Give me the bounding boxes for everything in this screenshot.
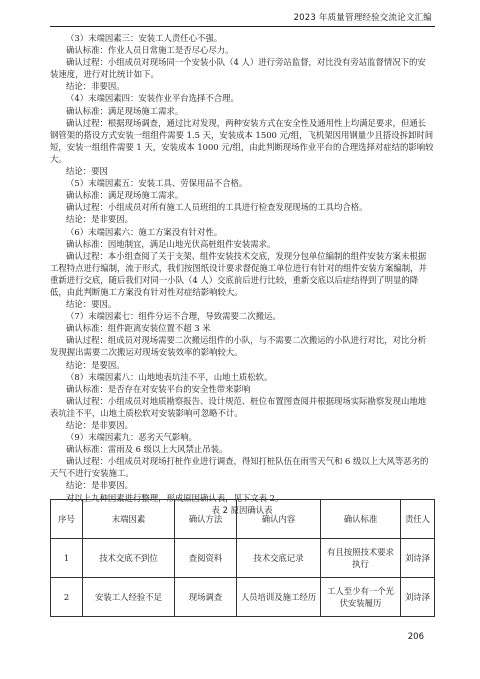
paragraph: 结论：是非要因。 [66, 420, 133, 430]
header-divider [50, 26, 435, 27]
paragraph: （3）末端因素三：安装工人责任心不强。 [66, 33, 223, 43]
paragraph: （9）末端因素九：恶劣天气影响。 [66, 432, 197, 443]
paragraph: （6）末端因素六：施工方案没有针对性。 [66, 226, 223, 237]
paragraph: 确认过程：小组成员对地质勘察报告、设计规范、桩位布置图查阅并根据现场实际勘察发现山地地表坑洼不平，山地土质松软对安装影响可忽略不计。 [50, 395, 427, 418]
table-cell: 技术交底记录 [237, 539, 321, 578]
paragraph: 确认标准：满足现场施工需求。 [66, 190, 184, 201]
page-header [0, 0, 480, 28]
body-text [50, 32, 434, 516]
paragraph: 确认标准：作业人员日常施工是否尽心尽力。 [66, 45, 234, 56]
paragraph: （4）末端因素四：安装作业平台选择不合理。 [66, 93, 239, 104]
paragraph: 结论：要因。 [66, 299, 117, 310]
table-row [51, 539, 435, 578]
table-cell: 刘诗泽 [401, 539, 435, 578]
paragraph: 结论：是非要因。 [66, 214, 133, 225]
paragraph: （7）末端因素七：组件分运不合理，导致需要二次搬运。 [66, 311, 281, 322]
header-cell-index: 序号 [51, 500, 83, 539]
table-cell: 2 [51, 578, 83, 617]
table-cell: 现场调查 [175, 578, 237, 617]
table-cell: 有且按照技术要求执行 [321, 539, 401, 578]
paragraph: 确认过程：小组成员对现场打桩作业进行调查，得知打桩队伍在雨雪天气和 6 级以上大风等恶劣的天气不进行安装施工。 [50, 456, 429, 479]
header-cell-content: 确认内容 [237, 500, 321, 539]
paragraph: 结论：非要因。 [66, 81, 125, 92]
paragraph: 结论：是非要因。 [66, 480, 133, 491]
header-cell-owner: 责任人 [401, 500, 435, 539]
paragraph: 确认标准：满足现场施工需求。 [66, 105, 184, 116]
paragraph: 结论：要因 [66, 166, 108, 177]
table-cell: 查阅资料 [175, 539, 237, 578]
table-cell: 1 [51, 539, 83, 578]
header-cell-standard: 确认标准 [321, 500, 401, 539]
table-cell: 工人至少有一个光伏安装履历 [321, 578, 401, 617]
table-header-row [51, 500, 435, 539]
table-cell: 技术交底不到位 [83, 539, 175, 578]
paragraph: 结论：是要因。 [66, 359, 125, 370]
paragraph: 确认过程：小组成员对现场同一个安装小队（4 人）进行旁站监督，对比没有旁站监督情况下的安装速度，进行对比统计如下。 [50, 57, 426, 80]
header-cell-factor: 末端因素 [83, 500, 175, 539]
paragraph: 确认过程：小组成员对所有施工人员班组的工具进行检查发现现场的工具均合格。 [66, 202, 368, 213]
page-number: 206 [407, 632, 424, 642]
paragraph: （8）末端因素八：山地地表坑洼不平，山地土质松软。 [66, 371, 273, 382]
paragraph: 确认过程：本小组查阅了关于支架、组件安装技术交底，发现分包单位编制的组件安装方案未根据工程特点进行编制，流于形式，我们按图纸设计要求督促施工单位进行有针对的组件安装方案编制，并重新进行交底，随后我们对同一小队（4 人）交底前后进行比较，重新交底以后症结得到了明显的降低，由此判断施工方案没有针对性对症结影响较大。 [50, 250, 427, 297]
paragraph: 确认标准：雷雨及 6 级以上大风禁止吊装。 [66, 444, 228, 455]
table-cell: 安装工人经验不足 [83, 578, 175, 617]
reason-confirmation-table [50, 499, 435, 617]
header-title: 2023 年质量管理经验交流论文汇编 [293, 13, 432, 23]
table-row [51, 578, 435, 617]
paragraph: 确认过程：根据现场调查，通过比对发现，两种安装方式在安全性及通用性上均满足要求，但通长钢管架的搭设方式安装一组组件需要 1.5 天，安装成本 1500 元/组，飞机架因用钢量少且搭设拆卸时间短，安装一组组件需要 1 天，安装成本 1000 元/组，由此判断现场作业平台的合理选择对症结的影响较大。 [50, 117, 434, 164]
paragraph: （5）末端因素五：安装工具、劳保用品不合格。 [66, 178, 248, 189]
paragraph: 对以上九种因素进行整理，形成原因确认表，见下文表 2。 [66, 492, 284, 503]
table-cell: 刘诗泽 [401, 578, 435, 617]
paragraph: 确认标准：组件距离安装位置不超 3 米 [66, 323, 211, 334]
paragraph: 确认过程：组成员对现场需要二次搬运组件的小队，与不需要二次搬运的小队进行对比，对比分析发现握出需要二次搬运对现场安装效率的影响较大。 [50, 335, 427, 358]
table-caption: 表 2 原因确认表 [211, 504, 273, 515]
table-cell: 人员培训及施工经历 [237, 578, 321, 617]
paragraph: 确认标准：是否存在对安装平台的安全性带来影响 [66, 383, 251, 394]
header-cell-method: 确认方法 [175, 500, 237, 539]
paragraph: 确认标准：因地制宜，满足山地光伏高桩组件安装需求。 [66, 238, 276, 249]
